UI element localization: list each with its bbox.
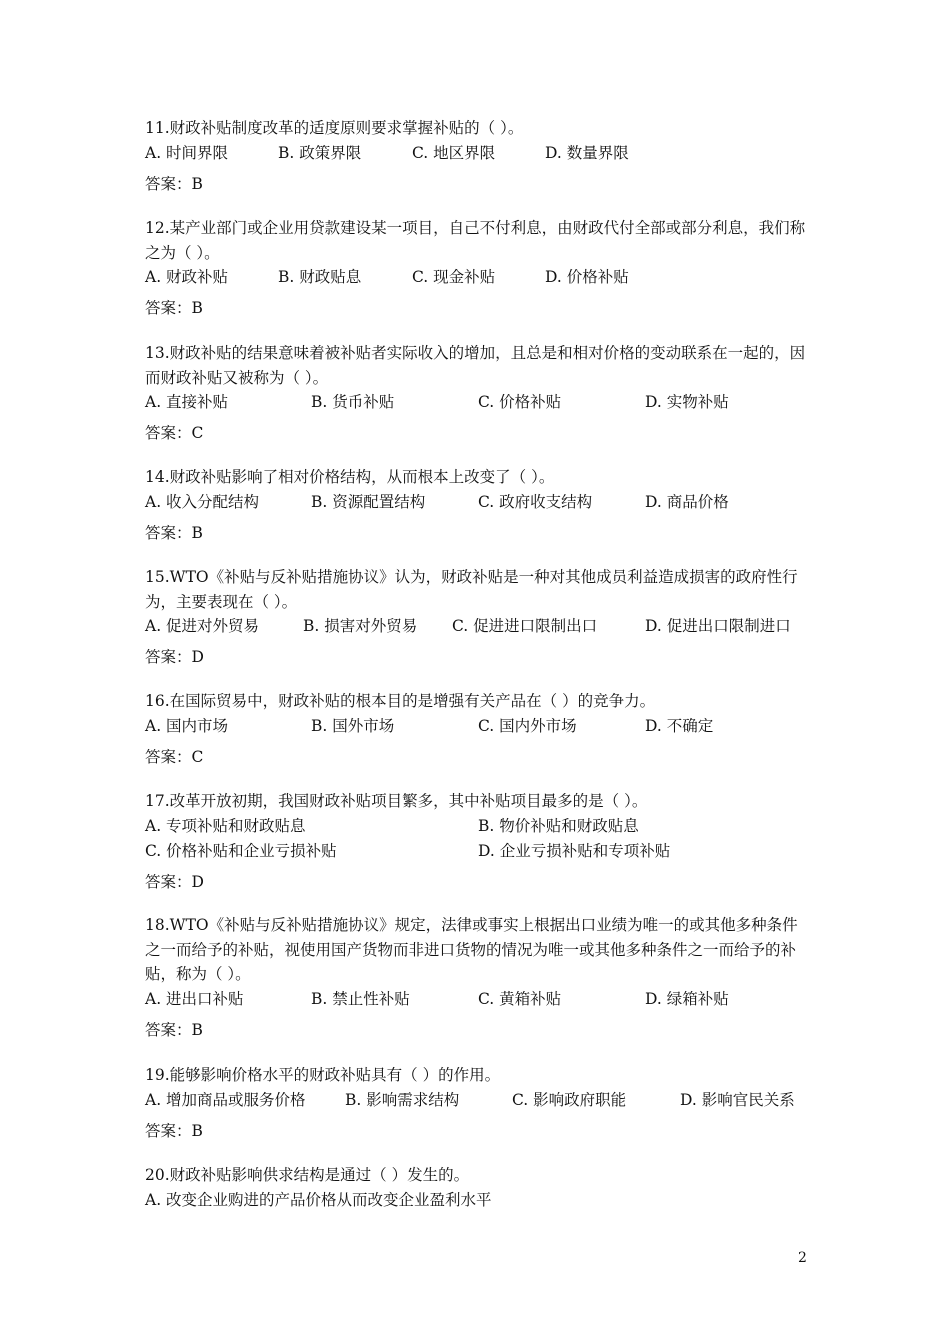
option-a: A. 直接补贴	[145, 393, 229, 411]
option-c: C. 黄箱补贴	[478, 989, 562, 1008]
question-stem: 18.WTO《补贴与反补贴措施协议》规定，法律或事实上根据出口业绩为唯一的或其他多种条件之一而给予的补贴，视使用国产货物而非进口货物的情况为唯一或其他多种条件之一而给予的补贴，称为（ ）。	[145, 916, 798, 983]
option-c: C. 现金补贴	[412, 268, 496, 286]
option-a: A. 专项补贴和财政贴息	[145, 816, 306, 835]
question-stem: 12.某产业部门或企业用贷款建设某一项目，自己不付利息，由财政代付全部或部分利息，我们称之为（ ）。	[145, 219, 806, 262]
question-18	[145, 913, 810, 1042]
option-a: A. 改变企业购进的产品价格从而改变企业盈利水平	[145, 1190, 492, 1209]
option-d: D. 影响官民关系	[680, 1090, 795, 1109]
option-a: A. 收入分配结构	[145, 492, 260, 511]
page-number: 2	[798, 1250, 807, 1266]
options-row	[145, 1088, 810, 1113]
question-16	[145, 689, 810, 769]
option-a: A. 进出口补贴	[145, 989, 244, 1008]
answer: 答案：B	[145, 299, 203, 317]
option-c: C. 促进进口限制出口	[452, 617, 598, 635]
option-b: B. 财政贴息	[278, 268, 362, 286]
option-c: C. 政府收支结构	[478, 492, 593, 511]
question-13	[145, 341, 810, 446]
answer: 答案：D	[145, 648, 204, 666]
option-b: B. 货币补贴	[311, 393, 395, 411]
option-a: A. 国内市场	[145, 716, 229, 735]
option-a: A. 时间界限	[145, 143, 229, 162]
option-d: D. 促进出口限制进口	[645, 617, 791, 635]
option-b: B. 影响需求结构	[345, 1090, 460, 1109]
question-15	[145, 565, 810, 670]
answer: 答案：D	[145, 872, 204, 891]
question-stem: 19.能够影响价格水平的财政补贴具有（ ）的作用。	[145, 1066, 501, 1084]
answer: 答案：B	[145, 523, 203, 542]
answer: 答案：B	[145, 1121, 203, 1140]
option-c: C. 影响政府职能	[512, 1090, 627, 1109]
options-row	[145, 141, 810, 166]
question-stem: 15.WTO《补贴与反补贴措施协议》认为，财政补贴是一种对其他成员利益造成损害的政府性行为，主要表现在（ ）。	[145, 568, 798, 611]
option-d: D. 不确定	[645, 716, 714, 735]
option-b: B. 损害对外贸易	[303, 617, 418, 635]
option-b: B. 资源配置结构	[311, 492, 426, 511]
answer: 答案：C	[145, 424, 204, 442]
question-stem: 16.在国际贸易中，财政补贴的根本目的是增强有关产品在（ ）的竞争力。	[145, 692, 656, 710]
answer: 答案：B	[145, 1020, 203, 1039]
option-c: C. 价格补贴和企业亏损补贴	[145, 841, 337, 860]
options-row	[145, 714, 810, 739]
option-c: C. 国内外市场	[478, 716, 577, 735]
question-14	[145, 465, 810, 545]
options-row	[145, 814, 810, 839]
option-a: A. 增加商品或服务价格	[145, 1090, 306, 1109]
option-a: A. 促进对外贸易	[145, 617, 260, 635]
question-12	[145, 216, 810, 321]
option-c: C. 价格补贴	[478, 393, 562, 411]
answer: 答案：B	[145, 174, 203, 193]
question-11	[145, 116, 810, 196]
question-20	[145, 1163, 810, 1213]
option-b: B. 政策界限	[278, 143, 362, 162]
option-d: D. 数量界限	[545, 143, 629, 162]
options-row	[145, 839, 810, 864]
options-row	[145, 1188, 810, 1213]
question-stem: 20.财政补贴影响供求结构是通过（ ）发生的。	[145, 1166, 470, 1184]
question-stem: 11.财政补贴制度改革的适度原则要求掌握补贴的（ ）。	[145, 119, 524, 137]
option-c: C. 地区界限	[412, 143, 496, 162]
question-stem: 14.财政补贴影响了相对价格结构，从而根本上改变了（ ）。	[145, 468, 555, 486]
option-d: D. 企业亏损补贴和专项补贴	[478, 841, 671, 860]
option-d: D. 商品价格	[645, 492, 729, 511]
question-19	[145, 1063, 810, 1143]
answer: 答案：C	[145, 747, 204, 766]
option-d: D. 实物补贴	[645, 393, 729, 411]
option-a: A. 财政补贴	[145, 268, 229, 286]
options-row	[145, 265, 810, 290]
options-row	[145, 490, 810, 515]
option-b: B. 禁止性补贴	[311, 989, 410, 1008]
option-d: D. 绿箱补贴	[645, 989, 729, 1008]
options-row	[145, 614, 810, 639]
option-b: B. 国外市场	[311, 716, 395, 735]
option-d: D. 价格补贴	[545, 268, 629, 286]
options-row	[145, 987, 810, 1012]
question-stem: 13.财政补贴的结果意味着被补贴者实际收入的增加，且总是和相对价格的变动联系在一起的，因而财政补贴又被称为（ ）。	[145, 344, 806, 387]
question-stem: 17.改革开放初期，我国财政补贴项目繁多，其中补贴项目最多的是（ ）。	[145, 792, 648, 810]
question-17	[145, 789, 810, 894]
option-b: B. 物价补贴和财政贴息	[478, 816, 639, 835]
options-row	[145, 390, 810, 415]
